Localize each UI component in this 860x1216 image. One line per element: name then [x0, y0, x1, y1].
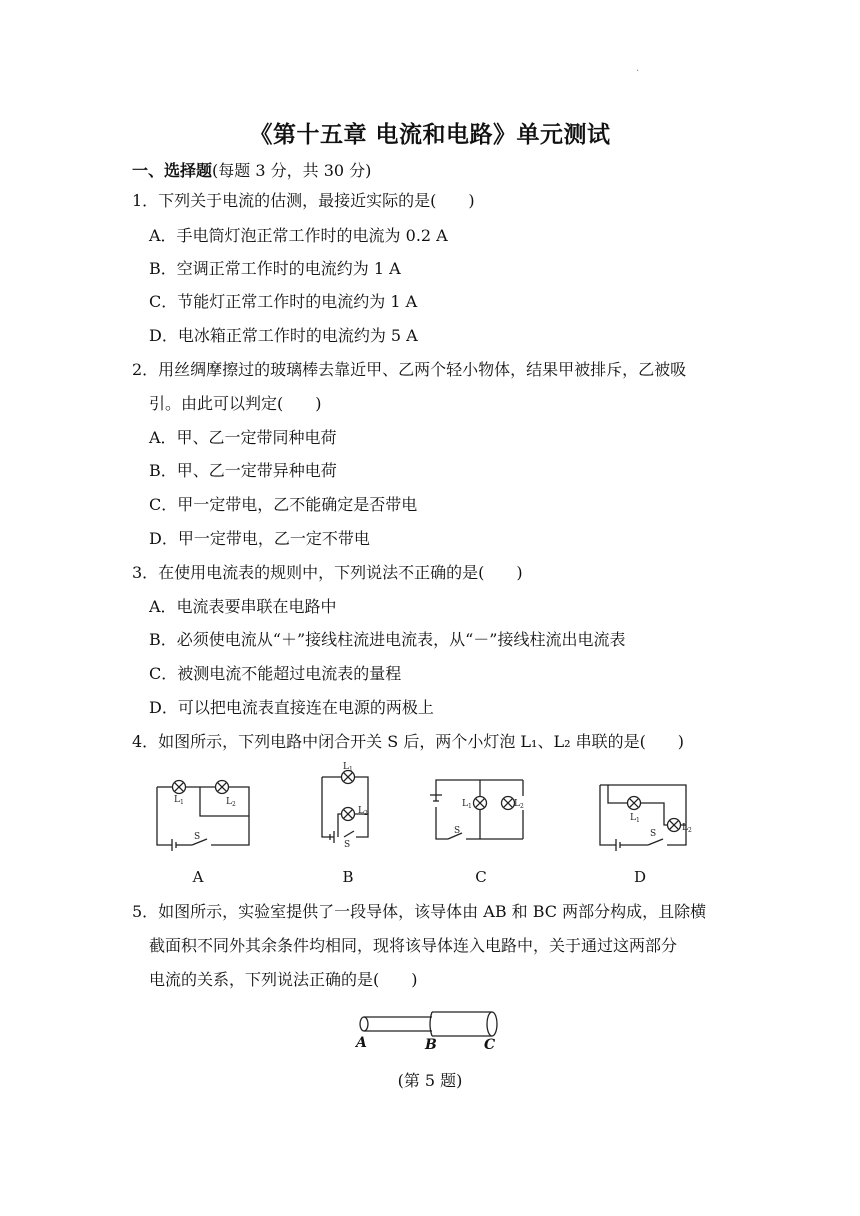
question-3-option-c: C．被测电流不能超过电流表的量程 — [149, 664, 402, 683]
section-heading-label: 一、选择题 — [132, 161, 213, 180]
question-2-option-a: A．甲、乙一定带同种电荷 — [149, 428, 337, 447]
circuit-option-d-label: D — [633, 868, 647, 886]
conductor-point-b-label: B — [425, 1037, 437, 1053]
question-4-circuit-figures — [0, 755, 860, 895]
circuit-b-switch-label: S — [344, 840, 351, 850]
circuit-d-lamp2-label: $L_2$ — [682, 823, 692, 834]
question-1-option-a: A．手电筒灯泡正常工作时的电流为 0.2 A — [149, 226, 448, 245]
question-5-stem-continued-2: 电流的关系，下列说法正确的是( ) — [149, 970, 418, 989]
circuit-b-lamp1-label: $L_1$ — [343, 762, 353, 773]
question-1-stem: 1．下列关于电流的估测，最接近实际的是( ) — [132, 191, 475, 210]
circuit-c-switch-label: S — [454, 826, 461, 836]
question-1-option-b: B．空调正常工作时的电流约为 1 A — [149, 259, 401, 278]
circuit-option-b-label: B — [342, 868, 354, 886]
question-2-stem: 2．用丝绸摩擦过的玻璃棒去靠近甲、乙两个轻小物体，结果甲被排斥，乙被吸 — [132, 360, 687, 379]
page-title: 《第十五章 电流和电路》单元测试 — [249, 121, 611, 148]
conductor-point-c-label: C — [484, 1037, 496, 1053]
circuit-a-lamp2-label: $L_2$ — [226, 797, 236, 808]
question-5-stem: 5．如图所示，实验室提供了一段导体，该导体由 AB 和 BC 两部分构成，且除横 — [132, 902, 707, 921]
question-1-option-d: D．电冰箱正常工作时的电流约为 5 A — [149, 326, 418, 345]
circuit-b-lamp2-label: $L_2$ — [358, 806, 368, 817]
question-5-stem-continued: 截面积不同外其余条件均相同，现将该导体连入电路中，关于通过这两部分 — [149, 936, 678, 955]
circuit-option-a-label: A — [192, 868, 204, 886]
circuit-d-lamp1-label: $L_1$ — [630, 813, 640, 824]
question-3-option-d: D．可以把电流表直接连在电源的两极上 — [149, 698, 434, 717]
circuit-a-diagram — [157, 781, 249, 852]
circuit-a-switch-label: S — [194, 832, 201, 842]
question-4-stem: 4．如图所示，下列电路中闭合开关 S 后，两个小灯泡 L₁、L₂ 串联的是( ) — [132, 732, 685, 751]
conductor-point-a-label: A — [356, 1035, 367, 1051]
question-3-stem: 3．在使用电流表的规则中，下列说法不正确的是( ) — [132, 563, 523, 582]
question-3-option-a: A．电流表要串联在电路中 — [149, 597, 337, 616]
question-3-option-b: B．必须使电流从“＋”接线柱流进电流表，从“－”接线柱流出电流表 — [149, 630, 626, 649]
circuit-d-diagram — [600, 785, 686, 851]
circuit-option-c-label: C — [475, 868, 487, 886]
header-mark: · — [636, 66, 640, 77]
question-2-option-b: B．甲、乙一定带异种电荷 — [149, 461, 337, 480]
question-5-figure-caption: (第 5 题) — [397, 1071, 463, 1090]
circuit-d-switch-label: S — [650, 829, 657, 839]
circuit-a-lamp1-label: $L_1$ — [174, 795, 184, 806]
question-1-option-c: C．节能灯正常工作时的电流约为 1 A — [149, 292, 418, 311]
question-2-option-d: D．甲一定带电，乙一定不带电 — [149, 529, 370, 548]
circuit-c-lamp1-label: $L_1$ — [462, 799, 472, 810]
section-heading — [132, 158, 371, 181]
question-5-conductor-figure — [340, 1005, 520, 1057]
question-2-option-c: C．甲一定带电，乙不能确定是否带电 — [149, 495, 418, 514]
circuit-c-diagram — [430, 780, 523, 839]
question-2-stem-continued: 引。由此可以判定( ) — [149, 394, 322, 413]
section-heading-note: (每题 3 分，共 30 分) — [212, 161, 372, 180]
circuit-c-lamp2-label: $L_2$ — [514, 799, 524, 810]
